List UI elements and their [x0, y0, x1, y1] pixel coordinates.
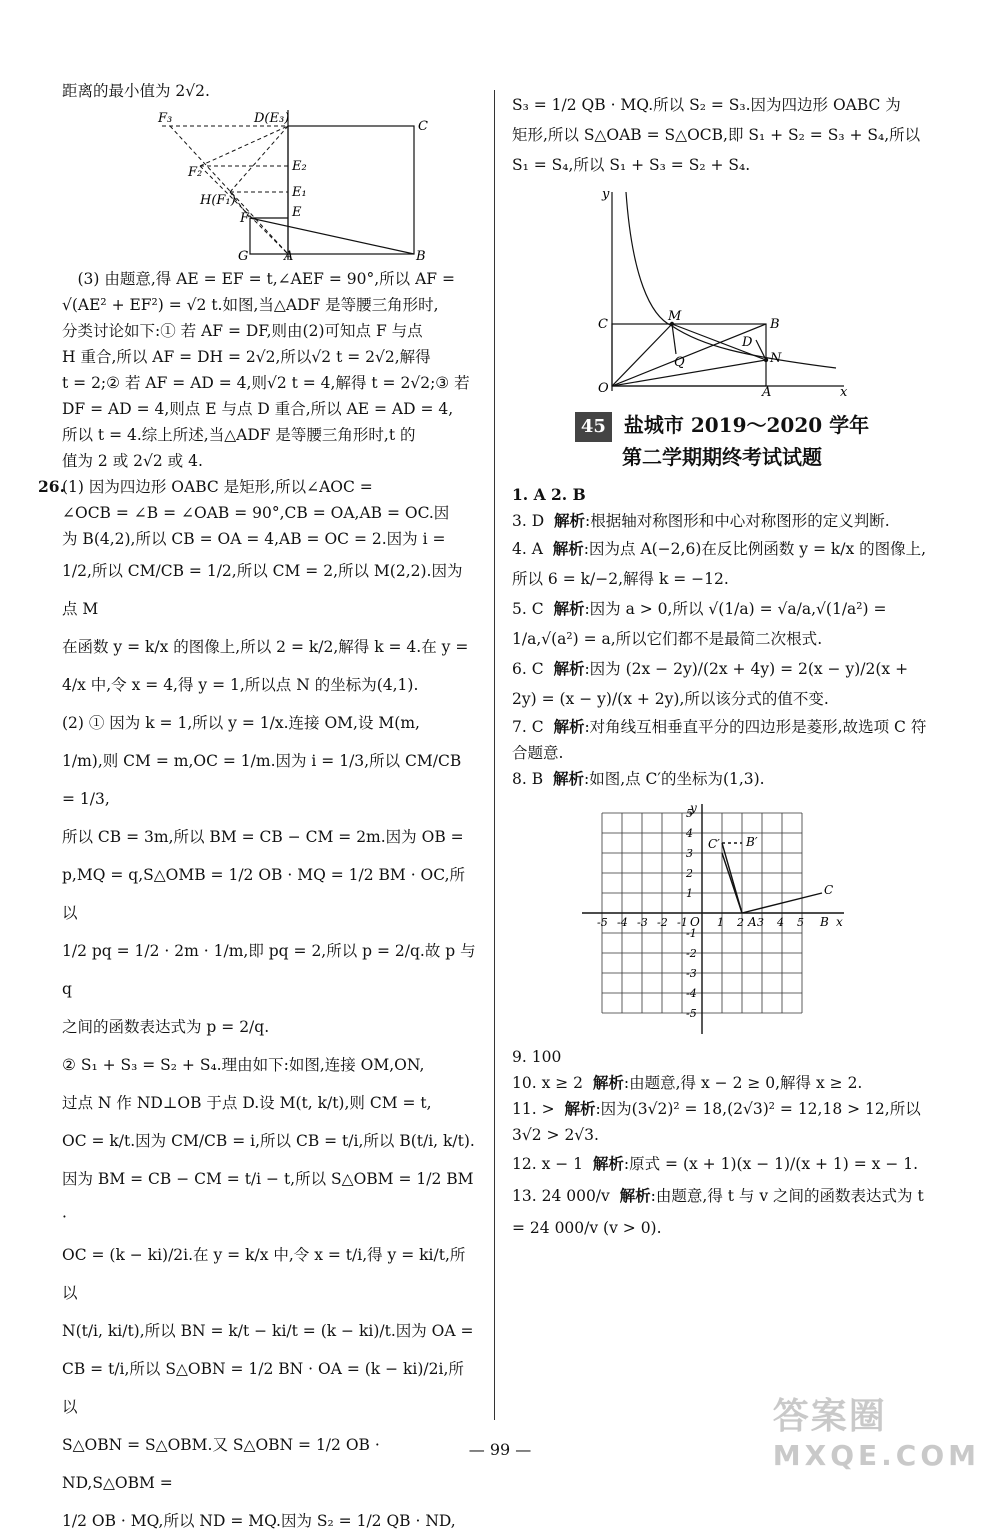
answer-number: 8. B — [512, 770, 544, 788]
text-line: t = 2;② 若 AF = AD = 4,则√2 t = 4,解得 t = 2√2;③ 若 — [62, 374, 470, 392]
analysis-label: 解析 — [553, 717, 585, 736]
label-B: B — [770, 317, 780, 332]
text-line: 1/m),则 CM = m,OC = 1/m.因为 i = 1/3,所以 CM/CB = 1/3, — [62, 752, 462, 808]
text-line: 1/2,所以 CM/CB = 1/2,所以 CM = 2,所以 M(2,2).因为点 M — [62, 562, 463, 618]
label-Q: Q — [674, 355, 685, 370]
answer-text: :由题意,得 x − 2 ≥ 0,解得 x ≥ 2. — [623, 1074, 863, 1092]
page-number: — 99 — — [468, 1440, 532, 1459]
tick-label-x: 1 — [717, 916, 724, 929]
answer-number: 11. > — [512, 1100, 555, 1118]
text-line: (1) 因为四边形 OABC 是矩形,所以∠AOC = — [62, 478, 373, 496]
answer-text: :因为点 A(−2,6)在反比例函数 y = k/x 的图像上,所以 6 = k/−2,解得 k = −12. — [512, 540, 927, 588]
label-A: A — [284, 249, 294, 260]
analysis-label: 解析 — [552, 769, 584, 788]
text-line: ∠OCB = ∠B = ∠OAB = 90°,CB = OA,AB = OC.因 — [62, 504, 450, 522]
answers-list — [512, 482, 932, 792]
part3-paragraph — [62, 266, 476, 474]
tick-label-y: -4 — [686, 987, 697, 1000]
text-line: N(t/i, ki/t),所以 BN = k/t − ki/t = (k − ki)/t.因为 OA = — [62, 1322, 474, 1340]
text-line: 1/2 pq = 1/2 · 2m · 1/m,即 pq = 2,所以 p = 2/q.故 p 与 q — [62, 942, 476, 998]
text-line: S₁ = S₄,所以 S₁ + S₃ = S₂ + S₄. — [512, 156, 751, 174]
text-line: CB = t/i,所以 S△OBN = 1/2 BN · OA = (k − ki)/2i,所以 — [62, 1360, 464, 1416]
label-A: A — [748, 915, 757, 929]
label-F: F — [240, 211, 250, 226]
tick-label-y: 2 — [686, 867, 693, 880]
label-O: O — [690, 915, 700, 929]
text-line: 矩形,所以 S△OAB = S△OCB,即 S₁ + S₂ = S₃ + S₄,所以 — [512, 126, 921, 144]
label-F2: F₂ — [188, 165, 203, 180]
label-C: C — [598, 317, 608, 332]
section-number-badge: 45 — [575, 412, 612, 442]
tick-label-y: 5 — [686, 807, 693, 820]
label-F3: F₃ — [158, 111, 173, 126]
axis-label-x: x — [836, 915, 843, 929]
answer-number: 6. C — [512, 660, 544, 678]
text-line: 所以 CB = 3m,所以 BM = CB − CM = 2m.因为 OB = — [62, 828, 464, 846]
text-line: (2) ① 因为 k = 1,所以 y = 1/x.连接 OM,设 M(m, — [62, 714, 420, 732]
axis-label-x: x — [840, 385, 848, 396]
label-E1: E₁ — [292, 185, 307, 200]
answer-item — [512, 714, 932, 766]
section-heading — [512, 410, 932, 472]
label-E: E — [292, 205, 302, 220]
analysis-label: 解析 — [564, 1099, 596, 1118]
text-line: 1/2 OB · MQ,所以 ND = MQ.因为 S₂ = 1/2 QB · ND, — [62, 1512, 456, 1530]
text-line: (3) 由题意,得 AE = EF = t,∠AEF = 90°,所以 AF = — [77, 270, 455, 288]
label-D: D — [742, 335, 753, 350]
figure-coordinate-grid — [582, 798, 852, 1038]
text-line: S₃ = 1/2 QB · MQ.所以 S₂ = S₃.因为四边形 OABC 为 — [512, 96, 901, 114]
watermark-text: 答案圈 — [772, 1396, 887, 1437]
watermark-url: MXQE.COM — [772, 1439, 980, 1472]
answer-item — [512, 594, 932, 654]
tick-label-x: -2 — [657, 916, 668, 929]
label-C: C — [418, 119, 428, 134]
label-B: B — [820, 915, 829, 929]
label-M: M — [668, 309, 682, 324]
analysis-label: 解析 — [554, 511, 586, 530]
answer-number: 7. C — [512, 718, 544, 736]
answer-number: 13. 24 000/v — [512, 1187, 610, 1205]
text-line: S△OBN = S△OBM.又 S△OBN = 1/2 OB · ND,S△OBM = — [62, 1436, 380, 1492]
tick-label-y: 4 — [686, 827, 693, 840]
question-26 — [38, 474, 476, 1540]
label-G: G — [238, 249, 249, 260]
text-line: 过点 N 作 ND⊥OB 于点 D.设 M(t, k/t),则 CM = t, — [62, 1094, 432, 1112]
text-line: 值为 2 或 2√2 或 4. — [62, 452, 203, 470]
tick-label-x: 2 — [737, 916, 744, 929]
label-E2: E₂ — [292, 159, 307, 174]
answer-item — [512, 482, 932, 508]
answer-text: :因为 (2x − 2y)/(2x + 4y) = 2(x − y)/2(x + 2y) = (x − y)/(x + 2y),所以该分式的值不变. — [512, 660, 909, 708]
text-line: 之间的函数表达式为 p = 2/q. — [62, 1018, 270, 1036]
analysis-label: 解析 — [619, 1186, 651, 1205]
tick-label-y: -1 — [686, 927, 697, 940]
answer-item — [512, 534, 932, 594]
text-line: H 重合,所以 AF = DH = 2√2,所以√2 t = 2√2,解得 — [62, 348, 431, 366]
label-N: N — [770, 351, 782, 366]
answer-number: 3. D — [512, 512, 545, 530]
axis-label-y: y — [602, 187, 610, 202]
answer-number: 5. C — [512, 600, 544, 618]
text-line: 因为 BM = CB − CM = t/i − t,所以 S△OBM = 1/2 BM · — [62, 1170, 474, 1226]
text-line: 为 B(4,2),所以 CB = OA = 4,AB = OC = 2.因为 i = — [62, 530, 446, 548]
tick-label-x: -4 — [617, 916, 628, 929]
answer-item — [512, 1070, 932, 1096]
text-line: DF = AD = 4,则点 E 与点 D 重合,所以 AE = AD = 4, — [62, 400, 454, 418]
answer-text: :由题意,得 t 与 v 之间的函数表达式为 t = 24 000/v (v > 0). — [512, 1187, 924, 1237]
answer-text: :如图,点 C′的坐标为(1,3). — [583, 770, 765, 788]
tick-label-y: -5 — [686, 1007, 697, 1020]
answer-item — [512, 1180, 932, 1244]
text-line: p,MQ = q,S△OMB = 1/2 OB · MQ = 1/2 BM · OC,所以 — [62, 866, 465, 922]
label-A: A — [762, 385, 772, 396]
answer-item — [512, 654, 932, 714]
axis-label-y: y — [690, 801, 697, 815]
answer-item — [512, 1044, 932, 1070]
tick-label-y: -2 — [686, 947, 697, 960]
line-top: 距离的最小值为 2√2. — [62, 82, 210, 100]
label-H-F1: H(F₁) — [200, 193, 236, 208]
answer-number: 12. x − 1 — [512, 1155, 584, 1173]
text-line: 分类讨论如下:① 若 AF = DF,则由(2)可知点 F 与点 — [62, 322, 423, 340]
figure-hyperbola-rectangle — [592, 186, 852, 396]
question-number: 26. — [38, 477, 65, 496]
column-divider — [494, 90, 495, 1420]
section-title-line-1: 盐城市 2019～2020 学年 — [623, 413, 870, 437]
figure-rectangle-folding — [122, 110, 442, 260]
text-line: √(AE² + EF²) = √2 t.如图,当△ADF 是等腰三角形时, — [62, 296, 439, 314]
label-O: O — [598, 381, 609, 396]
answer-item — [512, 1096, 932, 1148]
tick-label-x: 3 — [757, 916, 764, 929]
tick-label-y: 1 — [686, 887, 693, 900]
answer-text: :对角线互相垂直平分的四边形是菱形,故选项 C 符合题意. — [512, 718, 927, 762]
answer-number: 4. A — [512, 540, 543, 558]
section-title-line-2: 第二学期期终考试试题 — [622, 445, 822, 469]
tick-label-x: -5 — [597, 916, 608, 929]
answer-text: :原式 = (x + 1)(x − 1)/(x + 1) = x − 1. — [623, 1155, 919, 1173]
analysis-label: 解析 — [553, 599, 585, 618]
answer-text: :因为(3√2)² = 18,(2√3)² = 12,18 > 12,所以 3√2 > 2√3. — [512, 1100, 921, 1144]
analysis-label: 解析 — [592, 1154, 624, 1173]
label-C: C — [824, 883, 834, 897]
left-column — [38, 78, 476, 1540]
label-C-prime: C′ — [708, 837, 720, 851]
label-B-prime: B′ — [746, 835, 758, 849]
label-D-E3: D(E₃) — [254, 111, 290, 126]
watermark-logo — [773, 1388, 980, 1472]
answer-text: :根据轴对称图形和中心对称图形的定义判断. — [585, 512, 890, 530]
text-line: OC = (k − ki)/2i.在 y = k/x 中,令 x = t/i,得 y = ki/t,所以 — [62, 1246, 466, 1302]
answer-item — [512, 1148, 932, 1180]
label-B: B — [416, 249, 426, 260]
answer-item — [512, 766, 932, 792]
tick-label-x: 5 — [797, 916, 804, 929]
answer-number: 9. 100 — [512, 1048, 562, 1066]
analysis-label: 解析 — [592, 1073, 624, 1092]
tick-label-y: 3 — [686, 847, 693, 860]
text-line: 在函数 y = k/x 的图像上,所以 2 = k/2,解得 k = 4.在 y = — [62, 638, 469, 656]
answer-text: :因为 a > 0,所以 √(1/a) = √a/a,√(1/a²) = 1/a,√(a²) = a,所以它们都不是最简二次根式. — [512, 600, 887, 648]
right-column — [512, 90, 932, 1244]
analysis-label: 解析 — [552, 539, 584, 558]
answer-number: 10. x ≥ 2 — [512, 1074, 584, 1092]
tick-label-x: 4 — [777, 916, 784, 929]
answers-list-2 — [512, 1044, 932, 1244]
text-line: ② S₁ + S₃ = S₂ + S₄.理由如下:如图,连接 OM,ON, — [62, 1056, 425, 1074]
text-line: 4/x 中,令 x = 4,得 y = 1,所以点 N 的坐标为(4,1). — [62, 676, 419, 694]
answer-item — [512, 508, 932, 534]
analysis-label: 解析 — [553, 659, 585, 678]
tick-label-x: -1 — [677, 916, 688, 929]
text-line: OC = k/t.因为 CM/CB = i,所以 CB = t/i,所以 B(t/i, k/t). — [62, 1132, 475, 1150]
tick-label-y: -3 — [686, 967, 697, 980]
answer-number: 1. A 2. B — [512, 485, 586, 504]
tick-label-x: -3 — [637, 916, 648, 929]
text-line: 所以 t = 4.综上所述,当△ADF 是等腰三角形时,t 的 — [62, 426, 416, 444]
